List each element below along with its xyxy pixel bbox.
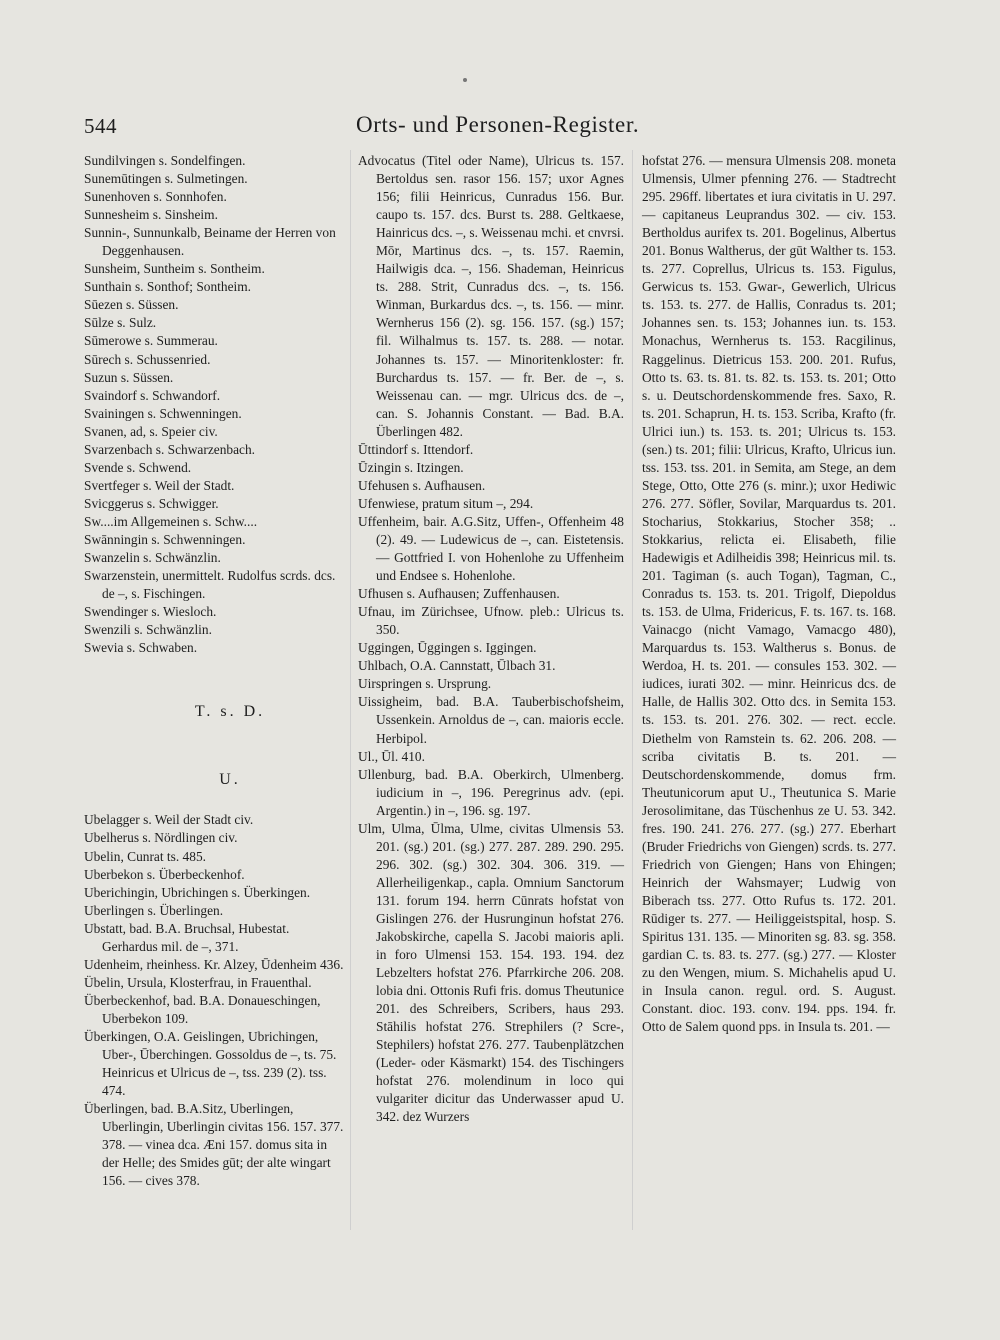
register-entry: Uberbekon s. Überbeckenhof. [84, 866, 245, 882]
register-entry: Swānningin s. Schwenningen. [84, 531, 246, 547]
register-entry: Swenzili s. Schwänzlin. [84, 622, 212, 638]
entries-column-2 [358, 152, 624, 1127]
register-entry: Überbeckenhof, bad. B.A. Donaueschingen, Uberbekon 109. [84, 992, 321, 1026]
register-entry: Sunsheim, Suntheim s. Sontheim. [84, 261, 265, 277]
register-entry: Swendinger s. Wiesloch. [84, 604, 217, 620]
register-entry: Swarzenstein, unermittelt. Rudolfus scrds. dcs. de –, s. Fischingen. [84, 568, 336, 602]
column-divider [350, 150, 351, 1230]
register-column-2 [358, 152, 624, 1127]
register-entry: Ubstatt, bad. B.A. Bruchsal, Hubestat. Gerhardus mil. de –, 371. [84, 920, 290, 954]
register-entry: Sūezen s. Süssen. [84, 297, 179, 313]
register-entry: Sunnin-, Sunnunkalb, Beiname der Herren von Deggenhausen. [84, 225, 336, 259]
register-entry: Ubelherus s. Nördlingen civ. [84, 830, 238, 846]
register-entry: Uissigheim, bad. B.A. Tauberbischofsheim, Ussenkein. Arnoldus de –, can. maioris eccle. Herbipol. [358, 694, 624, 746]
column-divider [632, 150, 633, 1230]
register-entry: Uberichingin, Ubrichingen s. Überkingen. [84, 884, 311, 900]
register-entry: Sundilvingen s. Sondelfingen. [84, 153, 246, 168]
register-entry: Ufehusen s. Aufhausen. [358, 477, 486, 493]
page-title: Orts- und Personen-Register. [356, 112, 640, 137]
register-entry: Suzun s. Süssen. [84, 369, 174, 385]
register-entry: Ufhusen s. Aufhausen; Zuffenhausen. [358, 586, 560, 602]
register-entry: Sw....im Allgemeinen s. Schw.... [84, 513, 258, 529]
entries-u [84, 811, 346, 1190]
page-number: 544 [84, 114, 117, 138]
register-entry: Überkingen, O.A. Geislingen, Ubrichingen, Uber-, Ūberchingen. Gossoldus de –, ts. 75. Heinricus et Ulricus de –, tss. 239 (2). tss. 474. [84, 1028, 337, 1099]
register-entry: Ūttindorf s. Ittendorf. [358, 441, 474, 457]
register-entry: Übelin, Ursula, Klosterfrau, in Frauenthal. [84, 974, 312, 990]
register-entry: Ulm, Ulma, Ūlma, Ulme, civitas Ulmensis 53. 201. (sg.) 201. (sg.) 277. 287. 289. 290. 295. 296. 302. (sg.) 302. 304. 306. 319. — Allerheiligenkap., capla. Omnium Sanctorum 131. forum 194. herrn Cūnrats hofstat von Gislingen 276. der Husrunginun hofstat 276. Jakobskirche, capella S. Jacobi maioris apli. in foro Ulmensi 153. 154. 193. 194. dez Lebzelters hofstat 276. Pfarrkirche 206. 208. lobia dni. Ottonis Rufi fris. domus Theutunice 201. des Schreibers, Scribers, haus 293. Stāhilis hofstat 276. Strephilers (? Scre-, Stephilers) hofstat 276. 277. Taubenplätzchen (Leder- oder Käsmarkt) 154. des Tischingers hofstat 276. molendinum in loco qui vulgariter dicitur das Underwasser apud U. 342. dez Wurzers [358, 820, 624, 1125]
register-entry: Svicggerus s. Schwigger. [84, 495, 219, 511]
register-entry: Svanen, ad, s. Speier civ. [84, 423, 218, 439]
register-column-1 [84, 152, 346, 1190]
register-entry: Ubelin, Cunrat ts. 485. [84, 848, 206, 864]
register-entry: Überlingen, bad. B.A.Sitz, Uberlingen, Uberlingin, Uberlingin civitas 156. 157. 377. 378. — vinea dca. Æni 157. domus sita in der Helle; des Smides gūt; der alte wingart 156. — cives 378. [84, 1101, 344, 1189]
register-entry-continuation: hofstat 276. — mensura Ulmensis 208. moneta Ulmensis, Ulmer pfenning 276. — Stadtrecht 295. 296ff. libertates et iura civitatis in U. 297. — capitaneus Leuprandus 302. — civ. 153. Bertholdus aurifex ts. 201. Bogelinus, Albertus 201. Bonus Waltherus, der gūt Walther ts. 153. ts. 277. Coprellus, Ulricus ts. 153. Figulus, Gerwicus ts. 153. Gwar-, Gewerlich, Ulricus ts. 153. ts. 277. de Hallis, Conradus ts. 201; Johannes sen. ts. 153; Johannes iun. ts. 153. Monachus, Wernherus ts. 153. Racgilinus, Raggelinus. Dietricus 153. 200. 201. Rufus, Otto ts. 63. ts. 81. ts. 82. ts. 153. ts. 201; Otto s. u. Deutschordenskommende fres. Saxo, R. ts. 201. Schaprun, H. ts. 153. Scriba, Krafto (fr. Ulrici iun.) ts. 153. ts. 201; Ulricus ts. 153. (sen.) ts. 201; filii: Ulricus, Krafto, Ulricus iun. tss. 153. tss. 201. in Semita, am Stege, an dem Stege, Otto, Otte 276 (s. minr.); uxor Hediwic 276. 277. Söfler, Sovilar, Marquardus ts. 201. Stocharius, Stokkarius, Stocher 358; .. Stokkarius, relicta ei. Elisabeth, filie Hadewigis et Adilheidis 398; Heinricus mil. ts. 201. Tagiman (s. auch Togan), Tagman, C., Conradus ts. 153. ts. 201. Trigolf, Diepoldus ts. 153. de Ulma, Fridericus, F. ts. 167. ts. 168. Vainacgo (nicht Vamago, Vamacgo 480), Marquardus ts. 153. Waltherus s. Bonus. de Werdoa, H. ts. 201. — consules 153. 302. — iudices, iurati 302. — minr. Heinricus dcs. de Halle, de Hallis 302. Otto dcs. in Semita 153. ts. 153. ts. 201. 276. 302. — rect. eccle. Diethelm von Ramstein ts. 62. 206. 208. — scriba civitatis B. ts. 201. — Deutschordenskommende, domus frm. Theutunicorum aput U., Theutunica S. Marie Jerosolimitane, das Tüschenhus ze U. 53. 342. fres. 190. 241. 276. 277. (sg.) 277. Eberhart (Bruder Friedrichs von Giengen) scrds. ts. 277. Friedrich von Giengen; Hans von Ehingen; Heinrich der Wahsmayer; Ludwig von Biberach tss. 277. Otto Rufus ts. 172. 201. Rūdiger ts. 277. — Heiliggeistspital, hosp. S. Spiritus 131. 135. — Minoriten sg. 83. sg. 358. gardian C. ts. 83. ts. 277. (sg.) 277. — Kloster zu den Wengen, mium. S. Michahelis apud U. in Insula canon. regul. ord. S. August. Constant. dioc. 193. conv. 194. pps. 194. fr. Otto de Salem quond pps. in Insula ts. 201. — [642, 153, 896, 1035]
register-entry: Uirspringen s. Ursprung. [358, 676, 492, 692]
entries-s [84, 152, 346, 657]
register-entry: Sunenhoven s. Sonnhofen. [84, 189, 227, 205]
register-entry: Svainingen s. Schwenningen. [84, 405, 242, 421]
register-entry: Svaindorf s. Schwandorf. [84, 387, 221, 403]
register-entry: Uhlbach, O.A. Cannstatt, Ūlbach 31. [358, 658, 556, 674]
register-entry: Sūlze s. Sulz. [84, 315, 157, 331]
register-entry: Sunthain s. Sonthof; Sontheim. [84, 279, 252, 295]
register-entry: Ul., Ūl. 410. [358, 748, 425, 764]
register-entry: Uggingen, Ūggingen s. Iggingen. [358, 640, 537, 656]
section-heading-tsd: T. s. D. [194, 703, 266, 721]
register-entry: Sunemūtingen s. Sulmetingen. [84, 171, 248, 187]
register-entry: Ūzingin s. Itzingen. [358, 459, 464, 475]
register-entry: Svertfeger s. Weil der Stadt. [84, 477, 235, 493]
register-entry: Ufnau, im Zürichsee, Ufnow. pleb.: Ulricus ts. 350. [358, 604, 624, 638]
register-entry: Advocatus (Titel oder Name), Ulricus ts. 157. Bertoldus sen. rasor 156. 157; uxor Agnes 156; filii Heinricus, Cunradus 156. Bur. caupo ts. 157. dcs. Burst ts. 288. Geltkaese, Hainricus dcs. –, s. Weissenau mchi. et cnvrsi. Mōr, Martinus dcs. –, ts. 157. Raemin, Hailwigis dca. –, 156. Shademan, Heinricus ts. 288. Strit, Cunradus dcs. –, ts. 156. Winman, Burkardus dcs. –, ts. 156. — minr. Wernherus 156 (2). sg. 156. 157. (sg.) 157; fil. Wilhalmus ts. 157. ts. 288. — notar. Johannes ts. 157. — Minoritenkloster: fr. Burchardus ts. 157. — fr. Ber. de –, s. Weissenau can. — mgr. Ulricus dcs. de –, can. S. Johannis Constant. — Bad. B.A. Überlingen 482. [358, 153, 624, 439]
register-entry: Swevia s. Schwaben. [84, 640, 198, 656]
register-entry: Svende s. Schwend. [84, 459, 192, 475]
print-speck [463, 78, 467, 82]
register-entry: Ubelagger s. Weil der Stadt civ. [84, 812, 254, 828]
section-heading-u: U. [219, 771, 241, 789]
register-entry: Uberlingen s. Überlingen. [84, 902, 224, 918]
register-entry: Uffenheim, bair. A.G.Sitz, Uffen-, Offenheim 48 (2). 49. — Ludewicus de –, can. Eistetensis. — Gottfried I. von Hohenlohe zu Uffenheim und Endsee s. Hohenlohe. [358, 513, 624, 584]
register-entry: Sūrech s. Schussenried. [84, 351, 211, 367]
register-entry: Sunnesheim s. Sinsheim. [84, 207, 218, 223]
register-entry: Udenheim, rheinhess. Kr. Alzey, Ūdenheim 436. [84, 956, 344, 972]
register-entry: Swanzelin s. Schwänzlin. [84, 550, 221, 566]
register-entry: Svarzenbach s. Schwarzenbach. [84, 441, 256, 457]
register-entry: Ullenburg, bad. B.A. Oberkirch, Ulmenberg. iudicium in –, 196. Peregrinus adv. (epi. Argentin.) in –, 196. sg. 197. [358, 766, 624, 818]
register-entry: Sūmerowe s. Summerau. [84, 333, 218, 349]
register-column-3 [642, 152, 896, 1036]
register-entry: Ufenwiese, pratum situm –, 294. [358, 495, 534, 511]
